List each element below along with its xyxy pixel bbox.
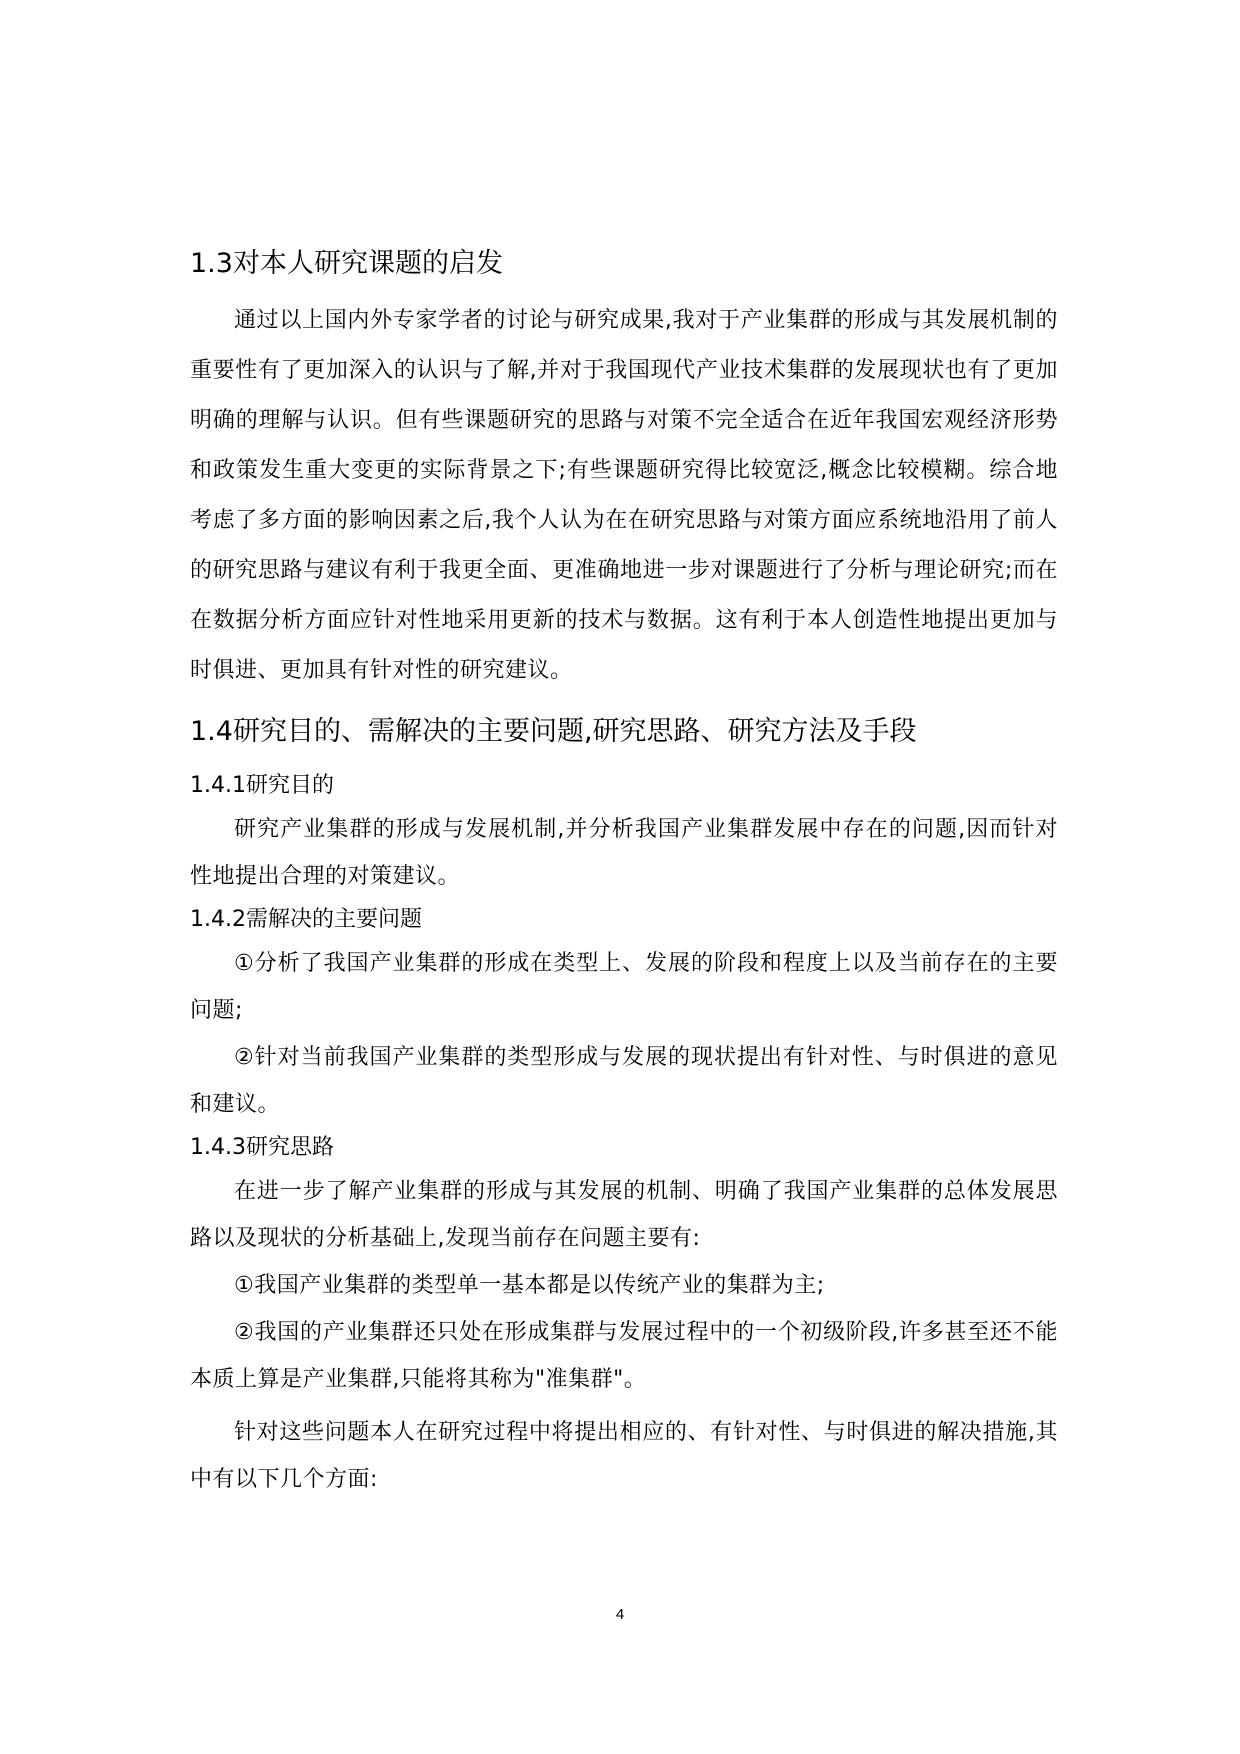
- subsection-heading-1-4-3: 1.4.3研究思路: [190, 1135, 334, 1160]
- list-item: ②针对当前我国产业集群的类型形成与发展的现状提出有针对性、与时俱进的意见和建议。: [190, 1045, 1058, 1117]
- subsection-1-4-1-paragraph: 研究产业集群的形成与发展机制,并分析我国产业集群发展中存在的问题,因而针对性地提出合理的对策建议。: [190, 817, 1058, 889]
- page-number: 4: [615, 1606, 625, 1623]
- list-item: ②我国的产业集群还只处在形成集群与发展过程中的一个初级阶段,许多甚至还不能本质上算是产业集群,只能将其称为"准集群"。: [190, 1320, 1058, 1392]
- section-heading-1-3: 1.3对本人研究课题的启发: [190, 248, 503, 279]
- subsection-heading-1-4-2: 1.4.2需解决的主要问题: [190, 907, 422, 932]
- closing-paragraph: 针对这些问题本人在研究过程中将提出相应的、有针对性、与时俱进的解决措施,其中有以下几个方面:: [190, 1420, 1058, 1492]
- subsection-heading-1-4-1: 1.4.1研究目的: [190, 773, 334, 798]
- document-body: [190, 236, 1058, 1503]
- section-1-3-paragraph: 通过以上国内外专家学者的讨论与研究成果,我对于产业集群的形成与其发展机制的重要性有了更加深入的认识与了解,并对于我国现代产业技术集群的发展现状也有了更加明确的理解与认识。但有些课题研究的思路与对策不完全适合在近年我国宏观经济形势和政策发生重大变更的实际背景之下;有些课题研究得比较宽泛,概念比较模糊。综合地考虑了多方面的影响因素之后,我个人认为在在研究思路与对策方面应系统地沿用了前人的研究思路与建议有利于我更全面、更准确地进一步对课题进行了分析与理论研究;而在在数据分析方面应针对性地采用更新的技术与数据。这有利于本人创造性地提出更加与时俱进、更加具有针对性的研究建议。: [190, 308, 1058, 683]
- list-item: ①分析了我国产业集群的形成在类型上、发展的阶段和程度上以及当前存在的主要问题;: [190, 951, 1058, 1023]
- subsection-1-4-3-paragraph: 在进一步了解产业集群的形成与其发展的机制、明确了我国产业集群的总体发展思路以及现状的分析基础上,发现当前存在问题主要有:: [190, 1179, 1058, 1251]
- list-item: ①我国产业集群的类型单一基本都是以传统产业的集群为主;: [234, 1273, 825, 1298]
- section-heading-1-4: 1.4研究目的、需解决的主要问题,研究思路、研究方法及手段: [190, 716, 917, 747]
